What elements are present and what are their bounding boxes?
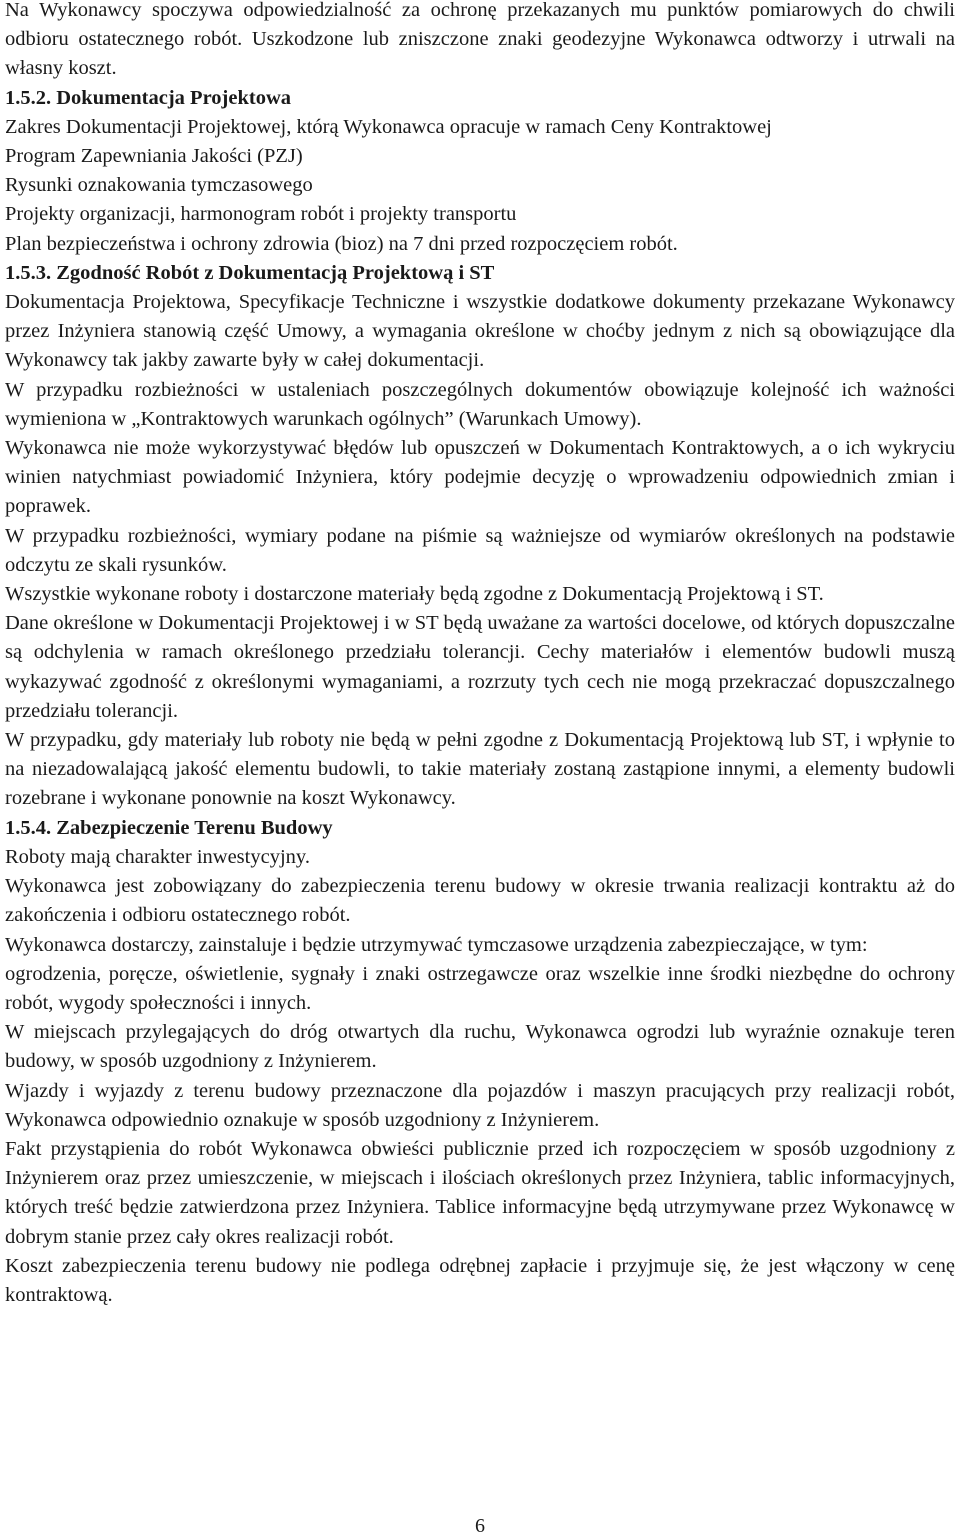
paragraph-errors-omissions: Wykonawca nie może wykorzystywać błędów lub opuszczeń w Dokumentach Kontraktowych, a o ich wykryciu winien natychmiast powiadomić Inżyniera, który podejmie decyzję o wprowadzeniu odpowiednich zmian i poprawek. <box>5 437 955 518</box>
paragraph-tolerances: Dane określone w Dokumentacji Projektowej i w ST będą uważane za wartości docelowe, od których dopuszczalne są odchylenia w ramach określonego przedziału tolerancji. Cechy materiałów i elementów budowli muszą wykazywać zgodność z określonymi wymaganiami, a rozrzuty tych cech nie mogą przekraczać dopuszczalnego przedziału tolerancji. <box>5 612 955 722</box>
paragraph-bioz-plan: Plan bezpieczeństwa i ochrony zdrowia (bioz) na 7 dni przed rozpoczęciem robót. <box>5 232 678 255</box>
paragraph-public-notice: Fakt przystąpienia do robót Wykonawca obwieści publicznie przed ich rozpoczęciem w sposób uzgodniony z Inżynierem oraz przez umieszczenie, w miejscach i ilościach określonych przez Inżyniera, tablic informacyjnych, których treść będzie zatwierdzona przez Inżyniera. Tablice informacyjne będą utrzymywane przez Wykonawcę w dobrym stanie przez cały okres realizacji robót. <box>5 1137 955 1248</box>
paragraph-discrepancy-order: W przypadku rozbieżności w ustaleniach poszczególnych dokumentów obowiązuje kolejność ich ważności wymieniona w „Kontraktowych warunkach ogólnych” (Warunkach Umowy). <box>5 378 955 430</box>
paragraph-site-security-duty: Wykonawca jest zobowiązany do zabezpieczenia terenu budowy w okresie trwania realizacji kontraktu aż do zakończenia i odbioru ostatecznego robót. <box>5 875 955 927</box>
heading-1-5-3: 1.5.3. Zgodność Robót z Dokumentacją Projektową i ST <box>5 261 495 284</box>
paragraph-security-cost: Koszt zabezpieczenia terenu budowy nie podlega odrębnej zapłacie i przyjmuje się, że jest włączony w cenę kontraktową. <box>5 1254 955 1306</box>
paragraph-organization-projects: Projekty organizacji, harmonogram robót i projekty transportu <box>5 203 517 226</box>
heading-1-5-4: 1.5.4. Zabezpieczenie Terenu Budowy <box>5 816 333 839</box>
paragraph-scope-of-design: Zakres Dokumentacji Projektowej, którą Wykonawca opracuje w ramach Ceny Kontraktowej <box>5 115 772 138</box>
paragraph-contract-documents: Dokumentacja Projektowa, Specyfikacje Techniczne i wszystkie dodatkowe dokumenty przekazane Wykonawcy przez Inżyniera stanowią część Umowy, a wymagania określone w choćby jednym z nich są obowiązujące dla Wykonawcy tak jakby zawarte były w całej dokumentacji. <box>5 291 955 372</box>
heading-1-5-2: 1.5.2. Dokumentacja Projektowa <box>5 86 292 109</box>
paragraph-entries-exits: Wjazdy i wyjazdy z terenu budowy przeznaczone dla pojazdów i maszyn pracujących przy realizacji robót, Wykonawca odpowiednio oznakuje w sposób uzgodniony z Inżynierem. <box>5 1079 955 1131</box>
paragraph-investment-nature: Roboty mają charakter inwestycyjny. <box>5 845 310 868</box>
paragraph-fences-signals: ogrodzenia, poręcze, oświetlenie, sygnały i znaki ostrzegawcze oraz wszelkie inne środki niezbędne do ochrony robót, wygody społeczności i innych. <box>5 962 955 1014</box>
paragraph-nonconformity: W przypadku, gdy materiały lub roboty nie będą w pełni zgodne z Dokumentacją Projektową lub ST, i wpłynie to na niezadowalającą jakość elementu budowli, to takie materiały zostaną zastąpione innymi, a elementy budowli rozebrane i wykonane ponownie na koszt Wykonawcy. <box>5 729 955 810</box>
page-number: 6 <box>475 1515 485 1537</box>
paragraph-survey-points: Na Wykonawcy spoczywa odpowiedzialność za ochronę przekazanych mu punktów pomiarowych do chwili odbioru ostatecznego robót. Uszkodzone lub zniszczone znaki geodezyjne Wykonawca odtworzy i utrwali na własny koszt. <box>5 0 955 80</box>
paragraph-adjacent-roads: W miejscach przylegających do dróg otwartych dla ruchu, Wykonawca ogrodzi lub wyraźnie oznakuje teren budowy, w sposób uzgodniony z Inżynierem. <box>5 1021 955 1073</box>
paragraph-written-dimensions: W przypadku rozbieżności, wymiary podane na piśmie są ważniejsze od wymiarów określonych na podstawie odczytu ze skali rysunków. <box>5 524 955 576</box>
paragraph-temporary-signage: Rysunki oznakowania tymczasowego <box>5 174 313 197</box>
paragraph-pzj: Program Zapewniania Jakości (PZJ) <box>5 145 303 168</box>
document-page <box>5 0 955 1310</box>
paragraph-conformity: Wszystkie wykonane roboty i dostarczone materiały będą zgodne z Dokumentacją Projektową i ST. <box>5 583 824 606</box>
paragraph-temporary-devices: Wykonawca dostarczy, zainstaluje i będzie utrzymywać tymczasowe urządzenia zabezpieczające, w tym: <box>5 933 868 956</box>
